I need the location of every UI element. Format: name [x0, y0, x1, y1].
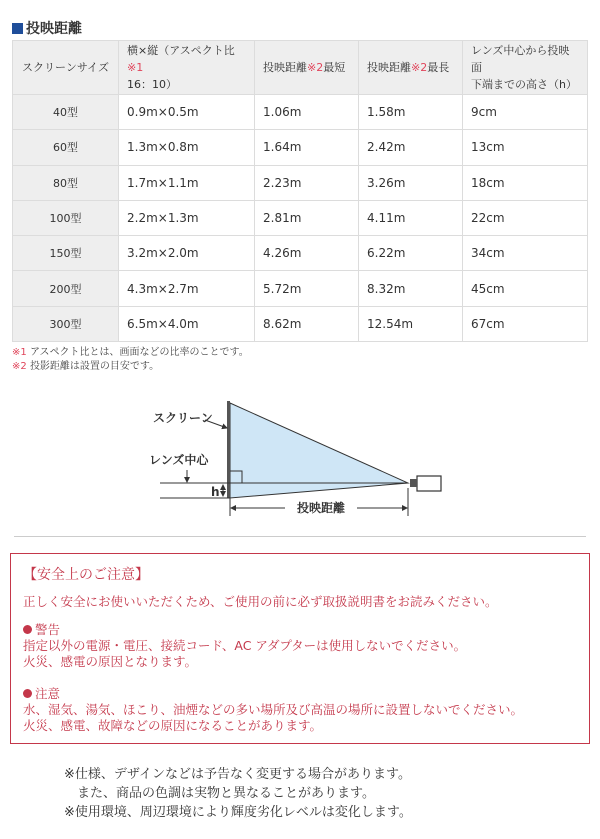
cell-lens-height: 13cm — [463, 130, 588, 165]
cell-lens-height: 67cm — [463, 306, 588, 341]
note-1: ※1 アスペクト比とは、画面などの比率のことです。 — [12, 347, 249, 358]
cell-lens-height: 45cm — [463, 271, 588, 306]
projection-diagram — [145, 398, 445, 520]
cell-max-distance: 2.42m — [359, 130, 463, 165]
screen-label: スクリーン — [153, 411, 213, 425]
cell-dimensions: 6.5m×4.0m — [119, 306, 255, 341]
warning-dot-icon — [23, 625, 32, 634]
footer-line-2: また、商品の色調は実物と異なることがあります。 — [64, 786, 375, 801]
cell-size: 150型 — [13, 236, 119, 271]
cell-min-distance: 2.81m — [255, 200, 359, 235]
cell-lens-height: 22cm — [463, 200, 588, 235]
section-divider — [14, 536, 586, 537]
cell-size: 40型 — [13, 95, 119, 130]
caution-line-2: 火災、感電、故障などの原因になることがあります。 — [23, 718, 323, 733]
safety-intro: 正しく安全にお使いいただくため、ご使用の前に必ず取扱説明書をお読みください。 — [23, 594, 498, 609]
cell-max-distance: 12.54m — [359, 306, 463, 341]
table-row — [13, 200, 588, 235]
title-square-icon — [12, 23, 23, 34]
cell-dimensions: 1.3m×0.8m — [119, 130, 255, 165]
caution-heading: 注意 — [23, 684, 577, 702]
footer-line-3: ※使用環境、周辺環境により輝度劣化レベルは変化します。 — [64, 805, 412, 820]
cell-lens-height: 18cm — [463, 165, 588, 200]
cell-min-distance: 2.23m — [255, 165, 359, 200]
table-row — [13, 165, 588, 200]
cell-min-distance: 4.26m — [255, 236, 359, 271]
cell-dimensions: 0.9m×0.5m — [119, 95, 255, 130]
cell-size: 100型 — [13, 200, 119, 235]
cell-min-distance: 8.62m — [255, 306, 359, 341]
table-row — [13, 306, 588, 341]
header-max-distance: 投映距離※2最長 — [359, 41, 463, 95]
note-2: ※2 投影距離は設置の目安です。 — [12, 361, 160, 372]
warning-heading: 警告 — [23, 620, 577, 638]
safety-title: 【安全上のご注意】 — [23, 567, 149, 583]
caution-dot-icon — [23, 689, 32, 698]
section-title-text: 投映距離 — [26, 21, 82, 37]
cell-size: 300型 — [13, 306, 119, 341]
cell-dimensions: 2.2m×1.3m — [119, 200, 255, 235]
header-size: スクリーンサイズ — [13, 41, 119, 95]
footer-line-1: ※仕様、デザインなどは予告なく変更する場合があります。 — [64, 767, 411, 782]
cell-max-distance: 4.11m — [359, 200, 463, 235]
distance-label: 投映距離 — [296, 501, 346, 515]
section-title — [12, 18, 82, 38]
cell-dimensions: 3.2m×2.0m — [119, 236, 255, 271]
cell-max-distance: 6.22m — [359, 236, 463, 271]
cell-min-distance: 1.64m — [255, 130, 359, 165]
h-label: h — [211, 485, 220, 499]
cell-dimensions: 4.3m×2.7m — [119, 271, 255, 306]
projector-icon — [410, 476, 441, 491]
cell-dimensions: 1.7m×1.1m — [119, 165, 255, 200]
safety-notice-box — [10, 553, 590, 744]
cell-max-distance: 1.58m — [359, 95, 463, 130]
cell-lens-height: 9cm — [463, 95, 588, 130]
footer-notes — [64, 765, 412, 822]
header-lens-height: レンズ中心から投映面 下端までの高さ（h） — [463, 41, 588, 95]
cell-size: 60型 — [13, 130, 119, 165]
cell-max-distance: 3.26m — [359, 165, 463, 200]
cell-size: 200型 — [13, 271, 119, 306]
projection-beam — [230, 403, 408, 498]
table-row — [13, 271, 588, 306]
caution-line-1: 水、湿気、湯気、ほこり、油煙などの多い場所及び高温の場所に設置しないでください。 — [23, 702, 524, 717]
cell-lens-height: 34cm — [463, 236, 588, 271]
warning-line-2: 火災、感電の原因となります。 — [23, 654, 198, 669]
projection-distance-table — [12, 40, 588, 342]
cell-min-distance: 5.72m — [255, 271, 359, 306]
lens-label: レンズ中心 — [149, 453, 209, 467]
header-min-distance: 投映距離※2最短 — [255, 41, 359, 95]
header-dimensions: 横×縦（アスペクト比※1 16：10） — [119, 41, 255, 95]
cell-max-distance: 8.32m — [359, 271, 463, 306]
warning-line-1: 指定以外の電源・電圧、接続コード、AC アダプターは使用しないでください。 — [23, 638, 467, 653]
table-row — [13, 236, 588, 271]
table-notes — [12, 346, 249, 374]
cell-min-distance: 1.06m — [255, 95, 359, 130]
table-row — [13, 130, 588, 165]
table-row — [13, 95, 588, 130]
table-header-row — [13, 41, 588, 95]
cell-size: 80型 — [13, 165, 119, 200]
